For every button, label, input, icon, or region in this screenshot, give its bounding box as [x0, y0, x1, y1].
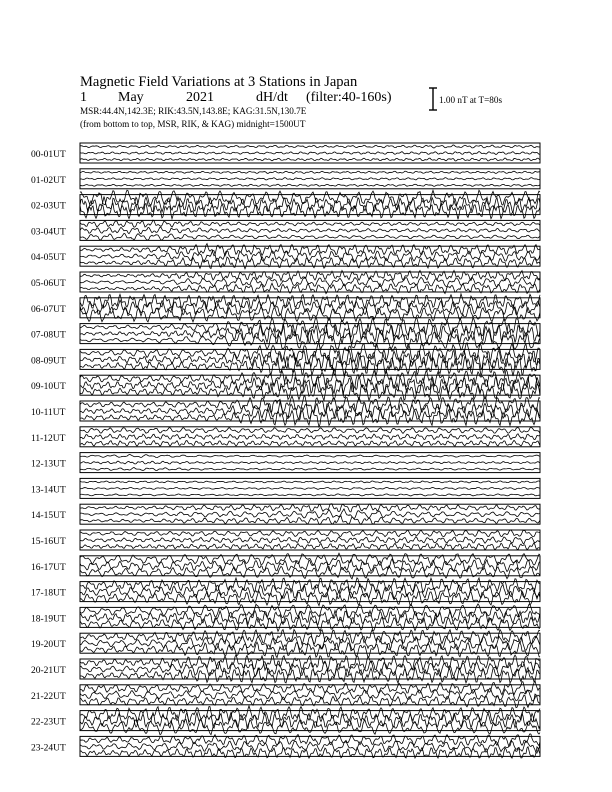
- scale-label: 1.00 nT at T=80s: [439, 95, 503, 105]
- date-year: 2021: [186, 90, 214, 105]
- trace-rik: [80, 740, 540, 753]
- row-label: 10-11UT: [31, 408, 66, 418]
- trace-rik: [80, 434, 540, 440]
- trace-msr: [80, 694, 540, 708]
- row-label: 15-16UT: [31, 537, 66, 547]
- row-label: 09-10UT: [31, 382, 66, 393]
- trace-kag: [80, 427, 540, 433]
- trace-msr: [80, 257, 540, 269]
- row-label: 07-08UT: [31, 330, 66, 341]
- trace-msr: [80, 566, 540, 579]
- trace-kag: [80, 734, 540, 747]
- trace-kag: [80, 553, 540, 566]
- trace-msr: [80, 158, 540, 161]
- trace-kag: [80, 706, 540, 722]
- trace-kag: [80, 190, 540, 206]
- trace-kag: [80, 481, 540, 483]
- row-label: 03-04UT: [31, 227, 66, 238]
- row-label: 01-02UT: [31, 175, 66, 186]
- trace-kag: [80, 504, 540, 512]
- row-label: 08-09UT: [31, 356, 66, 367]
- trace-kag: [80, 220, 540, 227]
- trace-kag: [80, 294, 540, 309]
- trace-msr: [80, 667, 540, 683]
- trace-rows: [31, 143, 540, 758]
- chart-header: [80, 74, 502, 129]
- trace-rik: [80, 487, 540, 489]
- row-label: 22-23UT: [31, 717, 66, 728]
- date-day: 1: [80, 90, 87, 105]
- trace-kag: [80, 244, 540, 256]
- row-label: 20-21UT: [31, 666, 66, 676]
- trace-kag: [80, 655, 540, 670]
- trace-kag: [80, 396, 540, 413]
- trace-rik: [80, 713, 540, 729]
- trace-msr: [80, 591, 540, 605]
- row-label: 17-18UT: [31, 588, 66, 599]
- order-line: (from bottom to top, MSR, RIK, & KAG) midnight=1500UT: [80, 119, 306, 129]
- row-label: 23-24UT: [31, 743, 66, 754]
- trace-kag: [80, 455, 540, 458]
- quantity-label: dH/dt: [256, 90, 288, 105]
- trace-kag: [80, 530, 540, 537]
- trace-kag: [80, 171, 540, 173]
- trace-rik: [80, 537, 540, 544]
- date-month: May: [118, 90, 144, 105]
- row-label: 11-12UT: [31, 433, 66, 444]
- row-label: 05-06UT: [31, 279, 66, 289]
- trace-rik: [80, 509, 540, 519]
- filter-label: (filter:40-160s): [306, 90, 392, 105]
- trace-msr: [80, 543, 540, 550]
- trace-msr: [80, 468, 540, 471]
- row-label: 02-03UT: [31, 201, 66, 212]
- row-frame: [80, 298, 540, 318]
- trace-rik: [80, 227, 540, 234]
- row-label: 21-22UT: [31, 691, 66, 702]
- trace-msr: [80, 616, 540, 631]
- trace-rik: [80, 277, 540, 287]
- trace-rik: [80, 196, 540, 212]
- chart-title: Magnetic Field Variations at 3 Stations in Japan: [80, 74, 358, 90]
- row-label: 13-14UT: [31, 485, 66, 496]
- trace-kag: [80, 145, 540, 148]
- trace-msr: [80, 516, 540, 525]
- row-label: 19-20UT: [31, 640, 66, 651]
- trace-msr: [80, 233, 540, 240]
- trace-msr: [80, 494, 540, 496]
- stations-line: MSR:44.4N,142.3E; RIK:43.5N,143.8E; KAG:31.5N,130.7E: [80, 106, 307, 116]
- row-label: 00-01UT: [31, 150, 66, 160]
- trace-kag: [80, 578, 540, 593]
- trace-msr: [80, 184, 540, 186]
- row-label: 14-15UT: [31, 511, 66, 522]
- row-label: 18-19UT: [31, 614, 66, 625]
- trace-rik: [80, 151, 540, 154]
- trace-msr: [80, 440, 540, 446]
- trace-msr: [80, 307, 540, 322]
- row-label: 04-05UT: [31, 253, 66, 264]
- row-label: 06-07UT: [31, 304, 66, 315]
- row-label: 12-13UT: [31, 459, 66, 470]
- trace-rik: [80, 300, 540, 316]
- row-label: 16-17UT: [31, 562, 66, 573]
- trace-rik: [80, 461, 540, 464]
- trace-rik: [80, 178, 540, 180]
